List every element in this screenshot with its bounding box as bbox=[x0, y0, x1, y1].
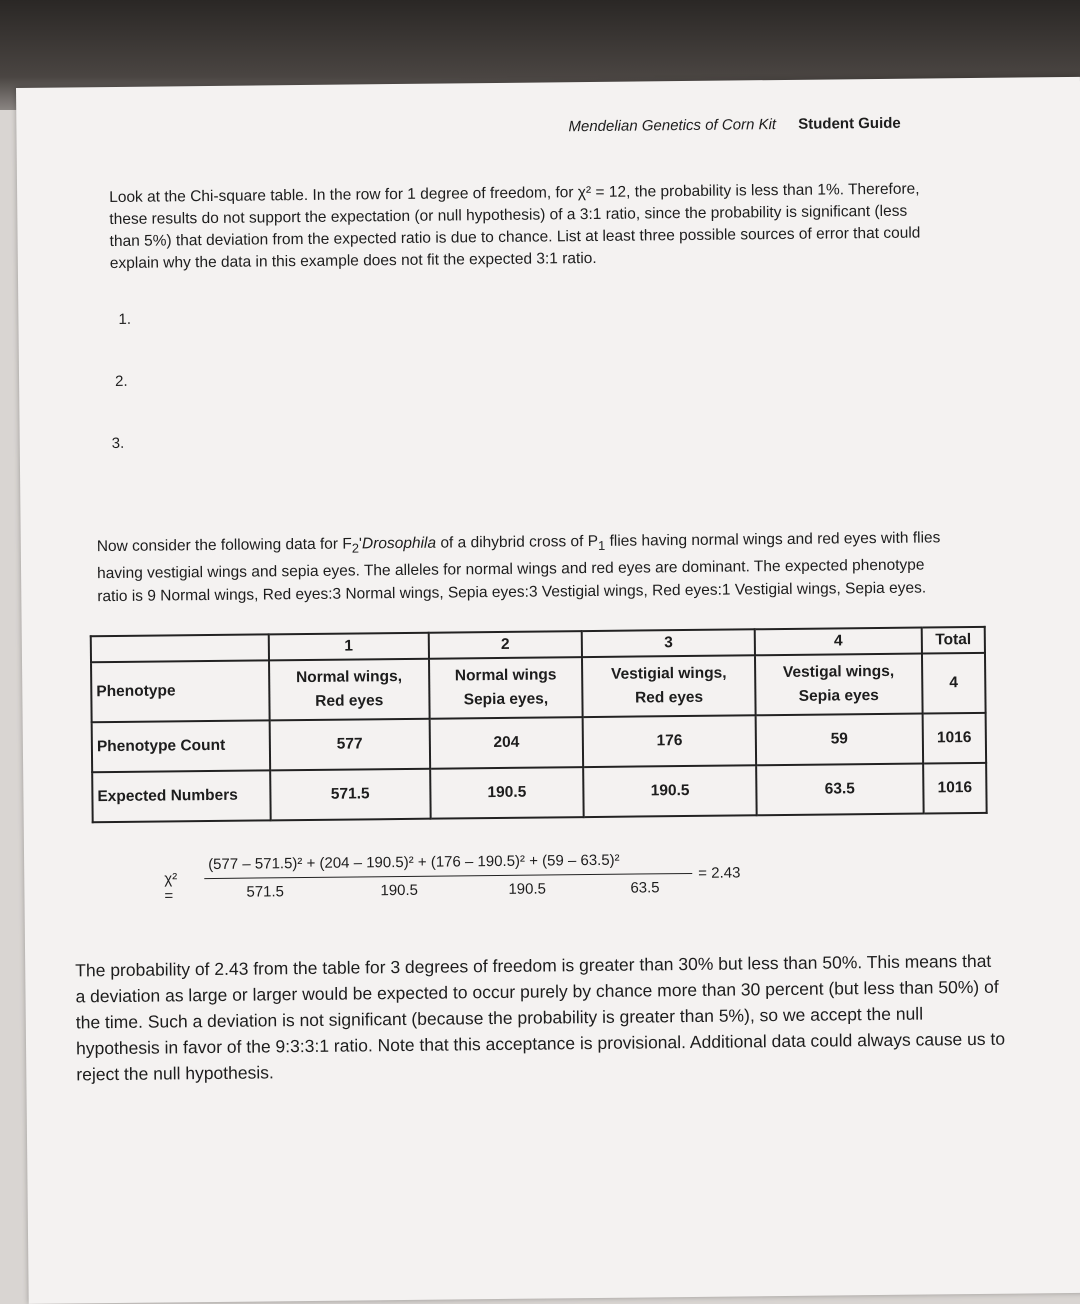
total-header: Total bbox=[921, 627, 984, 654]
species-name: Drosophila bbox=[361, 534, 437, 553]
chi-square-lhs: χ² = bbox=[164, 870, 178, 905]
expected-total: 1016 bbox=[923, 763, 987, 814]
table-corner bbox=[91, 634, 269, 662]
column-number: 2 bbox=[428, 631, 582, 659]
dihybrid-text-2: ' bbox=[358, 535, 363, 553]
column-number: 4 bbox=[755, 628, 922, 656]
table-row bbox=[91, 653, 986, 722]
formula-denominator: 190.5 bbox=[508, 880, 547, 898]
document-page bbox=[16, 77, 1080, 1304]
conclusion-paragraph: The probability of 2.43 from the table for 3 degrees of freedom is greater than 30% but less than 50%. This means that a deviation as large or larger would be expected to occur purely by chance more than 30 percent (but less than 50%) of the time. Such a deviation is not significant (because the probability is greater than 5%), so we accept the null hypothesis in favor of the 9:3:3:1 ratio. Note that this acceptance is provisional. Additional data could always cause us to reject the null hypothesis. bbox=[75, 950, 1006, 1085]
phenotype-label: Phenotype bbox=[91, 660, 270, 722]
count-total: 1016 bbox=[922, 713, 986, 764]
error-item-3: 3. bbox=[111, 434, 125, 453]
count-label: Phenotype Count bbox=[92, 720, 271, 772]
count-cell: 204 bbox=[429, 717, 583, 769]
expected-cell: 190.5 bbox=[583, 765, 756, 817]
expected-cell: 571.5 bbox=[270, 769, 430, 821]
error-item-1: 1. bbox=[118, 310, 132, 328]
expected-label: Expected Numbers bbox=[92, 770, 271, 822]
kit-title: Mendelian Genetics of Corn Kit bbox=[568, 116, 777, 136]
phenotype-total: 4 bbox=[922, 653, 986, 714]
formula-denominator: 571.5 bbox=[246, 883, 285, 901]
formula-denominator: 190.5 bbox=[380, 881, 419, 900]
error-item-2: 2. bbox=[114, 372, 128, 390]
dihybrid-text-1: Now consider the following data for F bbox=[96, 535, 352, 556]
expected-cell: 190.5 bbox=[430, 767, 584, 819]
intro-paragraph: Look at the Chi-square table. In the row for 1 degree of freedom, for χ² = 12, the probability is less than 1%. Therefore, these results do not support the expectation (or null hypothesis) of a 3:1 ratio, since the probability is significant (less than 5%) that deviation from the expected ratio is due to chance. List at least three possible sources of error that could explain why the data in this example does not fit the expected 3:1 ratio. bbox=[109, 180, 921, 273]
fraction-bar bbox=[204, 873, 692, 879]
parent-subscript: 1 bbox=[598, 537, 606, 554]
dihybrid-paragraph bbox=[97, 526, 948, 608]
formula-result: = 2.43 bbox=[698, 864, 741, 882]
dihybrid-text-3: of a dihybrid cross of P bbox=[435, 532, 599, 552]
count-cell: 176 bbox=[583, 715, 756, 767]
phenotype-cell: Vestigal wings, Sepia eyes bbox=[755, 654, 922, 716]
phenotype-table bbox=[90, 626, 988, 823]
generation-subscript: 2 bbox=[351, 540, 360, 556]
guide-label: Student Guide bbox=[798, 114, 901, 133]
column-number: 1 bbox=[269, 633, 429, 661]
phenotype-cell: Normal wings, Red eyes bbox=[269, 659, 429, 721]
column-number: 3 bbox=[582, 629, 755, 657]
dihybrid-text-4: flies having normal wings and red eyes with flies having vestigial wings and sepia eyes. The alleles for normal wings and red eyes are dominant. The expected phenotype ratio is 9 Normal wings, Red eyes:3 Normal wings, Sepia eyes:3 Vestigial wings, Red eyes:1 Vestigial wings, Sepia eyes. bbox=[97, 529, 941, 606]
phenotype-cell: Normal wings Sepia eyes, bbox=[429, 657, 583, 719]
count-cell: 59 bbox=[756, 714, 923, 766]
formula-numerator: (577 – 571.5)² + (204 – 190.5)² + (176 – 190.5)² + (59 – 63.5)² bbox=[208, 851, 620, 874]
page-header bbox=[568, 115, 900, 135]
expected-cell: 63.5 bbox=[756, 764, 923, 816]
phenotype-cell: Vestigial wings, Red eyes bbox=[582, 655, 755, 717]
count-cell: 577 bbox=[270, 719, 430, 771]
formula-denominator: 63.5 bbox=[630, 879, 660, 897]
table-row bbox=[92, 763, 986, 822]
